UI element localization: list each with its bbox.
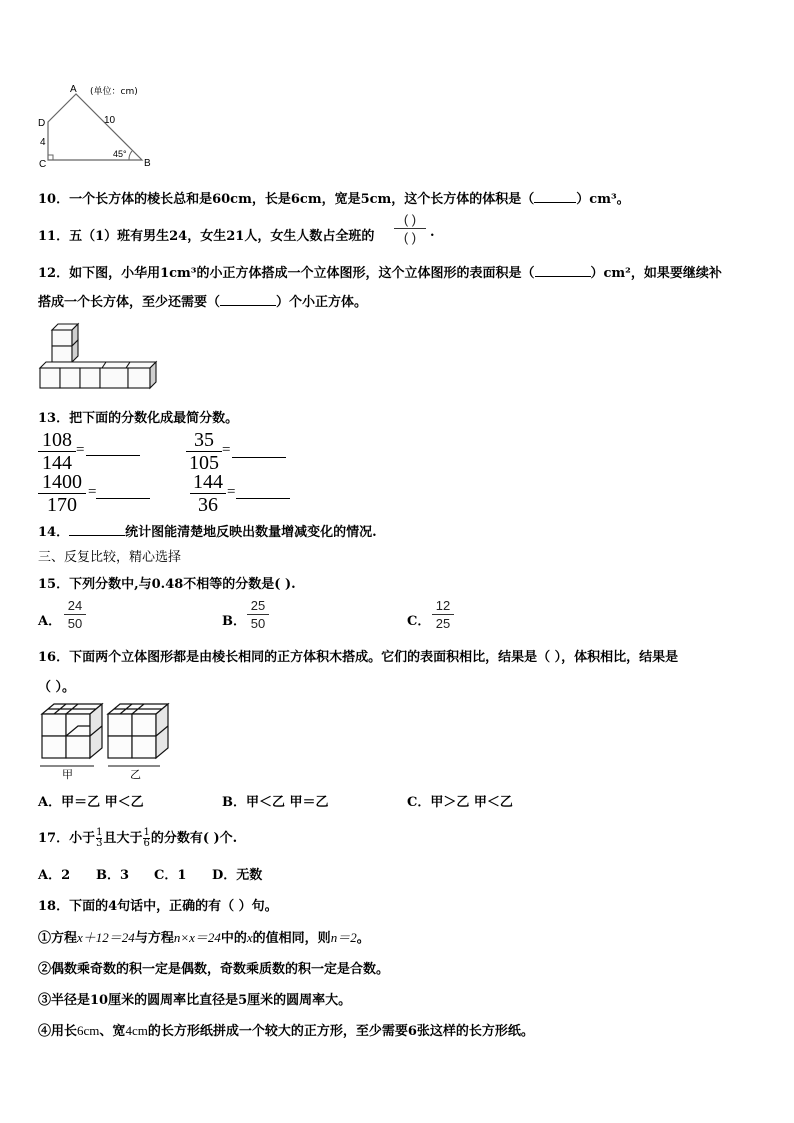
- q17-f1-den: 3: [96, 838, 103, 849]
- q13-f1-answer-line[interactable]: [86, 455, 140, 456]
- q18-s2-mark: ②: [38, 962, 52, 977]
- q18-s1-equation-3: n＝2: [330, 930, 357, 945]
- q13-f4-answer-line[interactable]: [236, 498, 290, 499]
- q17-option-d[interactable]: D．无数: [212, 868, 263, 883]
- q16-figure-label-yi: 乙: [130, 768, 141, 781]
- q11-end: .: [430, 225, 435, 240]
- question-12-line2: [38, 291, 367, 310]
- q17-option-c[interactable]: C．1: [154, 868, 187, 883]
- q13-f4-eq: =: [227, 484, 236, 500]
- q13-f4-num: 144: [193, 471, 223, 493]
- q13-f4-den: 36: [198, 494, 218, 516]
- q14-answer-blank[interactable]: [69, 535, 125, 536]
- question-17: [38, 827, 237, 849]
- q18-s1-variable: x: [246, 930, 253, 945]
- q13-f2-den: 105: [189, 452, 219, 474]
- q17-f1-num: 1: [96, 827, 103, 838]
- q18-s4-text-c: 的长方形纸拼成一个较大的正方形，至少需要6张这样的长方形纸。: [147, 1024, 534, 1039]
- question-16-line1: 16．下面两个立体图形都是由棱长相同的正方体积木搭成。它们的表面积相比，结果是（ ），体积相比，结果是: [38, 650, 679, 665]
- vertex-a: A: [70, 84, 77, 95]
- q11-fraction-bar: [394, 228, 426, 229]
- q15-b-num: 25: [250, 598, 266, 613]
- q18-s1-text-a: 方程: [51, 931, 78, 946]
- q15-option-b-label[interactable]: B．: [222, 614, 246, 629]
- q18-s1-equation-1: x＋12＝24: [77, 930, 135, 945]
- q15-a-den: 50: [67, 616, 83, 631]
- q11-answer-fraction[interactable]: [394, 212, 426, 245]
- q13-f2-num: 35: [194, 429, 214, 451]
- q12-line1-b: ）cm²，如果要继续补: [590, 266, 722, 281]
- q13-f3-den: 170: [47, 494, 77, 516]
- q16-figure-label-jia: 甲: [62, 768, 73, 781]
- q10-answer-blank[interactable]: [534, 202, 576, 203]
- q13-f3-eq: =: [88, 484, 97, 500]
- q15-option-b-fraction[interactable]: [247, 598, 269, 631]
- question-15: [38, 573, 296, 592]
- q18-s3-mark: ③: [38, 993, 52, 1008]
- q12-line2-a: 搭成一个长方体，至少还需要（: [38, 295, 221, 310]
- side-dc-label: 4: [40, 137, 46, 148]
- q18-s1-text-d: 的值相同，则: [252, 931, 331, 946]
- q17-option-a[interactable]: A．2: [38, 868, 71, 883]
- q13-fraction-3: [38, 472, 86, 515]
- side-ab-label: 10: [104, 115, 116, 126]
- vertex-b: B: [144, 158, 151, 169]
- q15-option-a-label[interactable]: A．: [38, 614, 62, 629]
- q18-s4-width: 4cm: [125, 1023, 148, 1038]
- q13-fraction-2: [186, 430, 222, 473]
- q13-text: 13．把下面的分数化成最简分数。: [38, 411, 239, 426]
- q17-b: 且大于: [103, 831, 143, 846]
- q13-f1-num: 108: [42, 429, 72, 451]
- trapezoid-outline: [48, 94, 142, 160]
- question-18: 18．下面的4句话中，正确的有（ ）句。: [38, 899, 278, 914]
- vertex-d: D: [38, 118, 46, 129]
- q18-statement-1: [38, 927, 370, 946]
- q15-c-den: 25: [435, 616, 451, 631]
- q13-f2-answer-line[interactable]: [232, 457, 286, 458]
- q18-s1-mark: ①: [38, 931, 52, 946]
- question-12-line1: [38, 262, 722, 281]
- q18-s1-text-e: 。: [356, 931, 370, 946]
- q16-block-figures: [38, 700, 173, 782]
- q11-den: ( ): [403, 230, 417, 245]
- q14-text: 统计图能清楚地反映出数量增减变化的情况.: [125, 525, 377, 540]
- q12-line2-b: ）个小正方体。: [276, 295, 368, 310]
- q18-s2-text: 偶数乘奇数的积一定是偶数，奇数乘质数的积一定是合数。: [51, 962, 390, 977]
- q13-f3-num: 1400: [42, 471, 82, 493]
- q13-fraction-4: [190, 472, 226, 515]
- q12-cube-count-blank[interactable]: [220, 305, 276, 306]
- q16-option-c[interactable]: C．甲＞乙 甲＜乙: [407, 795, 513, 810]
- q15-option-c-label[interactable]: C．: [407, 614, 431, 629]
- q16-option-a[interactable]: A．甲＝乙 甲＜乙: [38, 795, 144, 810]
- q15-c-num: 12: [435, 598, 451, 613]
- q16-option-b[interactable]: B．甲＜乙 甲＝乙: [222, 795, 329, 810]
- q18-s1-text-b: 与方程: [134, 931, 174, 946]
- q17-fraction-1: [96, 828, 102, 849]
- q13-f1-eq: =: [76, 442, 85, 458]
- question-14: [38, 521, 377, 540]
- right-angle-mark: [48, 155, 53, 160]
- q18-statement-4: [38, 1020, 534, 1039]
- q18-statement-2: [38, 958, 389, 977]
- q15-b-bar: [247, 614, 269, 615]
- q13-f3-answer-line[interactable]: [96, 498, 150, 499]
- q18-s1-text-c: 中的: [220, 931, 247, 946]
- q18-s4-text-a: 用长: [51, 1024, 78, 1039]
- trapezoid-figure: [30, 82, 160, 170]
- q17-a: 17．小于: [38, 831, 96, 846]
- q17-c: 的分数有( )个.: [150, 831, 238, 846]
- q15-option-c-fraction[interactable]: [432, 598, 454, 631]
- q10-suffix: ）cm³。: [576, 192, 630, 207]
- q13-fraction-1: [38, 430, 76, 473]
- q18-s3-text: 半径是10厘米的圆周率比直径是5厘米的圆周率大。: [51, 993, 352, 1008]
- section-3-heading: 三、反复比较，精心选择: [38, 550, 182, 565]
- q13-f2-eq: =: [222, 442, 231, 458]
- question-16-line2: （ ）。: [38, 680, 76, 695]
- q17-fraction-2: [143, 828, 149, 849]
- q10-prefix: 10．一个长方体的棱长总和是60cm，长是6cm，宽是5cm，这个长方体的体积是（: [38, 192, 535, 207]
- q11-num: ( ): [403, 212, 417, 227]
- q15-c-bar: [432, 614, 454, 615]
- q12-line1-a: 12．如下图，小华用1cm³的小正方体搭成一个立体图形，这个立体图形的表面积是（: [38, 266, 535, 281]
- q15-a-bar: [64, 614, 86, 615]
- q18-s4-length: 6cm: [77, 1023, 100, 1038]
- q15-a-num: 24: [67, 598, 83, 613]
- q15-option-a-fraction[interactable]: [64, 598, 86, 631]
- q15-text: 15．下列分数中,与0.48不相等的分数是( ).: [38, 577, 296, 592]
- q17-f2-num: 1: [143, 827, 150, 838]
- question-11: [38, 225, 374, 244]
- unit-label: (单位：cm): [90, 87, 138, 97]
- question-13: [38, 407, 238, 426]
- q12-surface-area-blank[interactable]: [535, 276, 591, 277]
- q18-s4-text-b: 、宽: [99, 1024, 126, 1039]
- q18-s4-mark: ④: [38, 1024, 52, 1039]
- q11-text: 11．五（1）班有男生24，女生21人，女生人数占全班的: [38, 229, 375, 244]
- vertex-c: C: [39, 159, 47, 170]
- angle-b-label: 45°: [113, 149, 127, 159]
- q14-num: 14．: [38, 525, 70, 540]
- q15-b-den: 50: [250, 616, 266, 631]
- question-10: [38, 188, 630, 207]
- q12-cube-figure: [38, 322, 160, 394]
- q13-f1-den: 144: [42, 452, 72, 474]
- q17-option-b[interactable]: B．3: [96, 868, 130, 883]
- q18-s1-equation-2: n×x＝24: [173, 930, 221, 945]
- q17-f2-den: 6: [143, 838, 150, 849]
- q18-statement-3: [38, 989, 351, 1008]
- angle-arc: [129, 151, 132, 160]
